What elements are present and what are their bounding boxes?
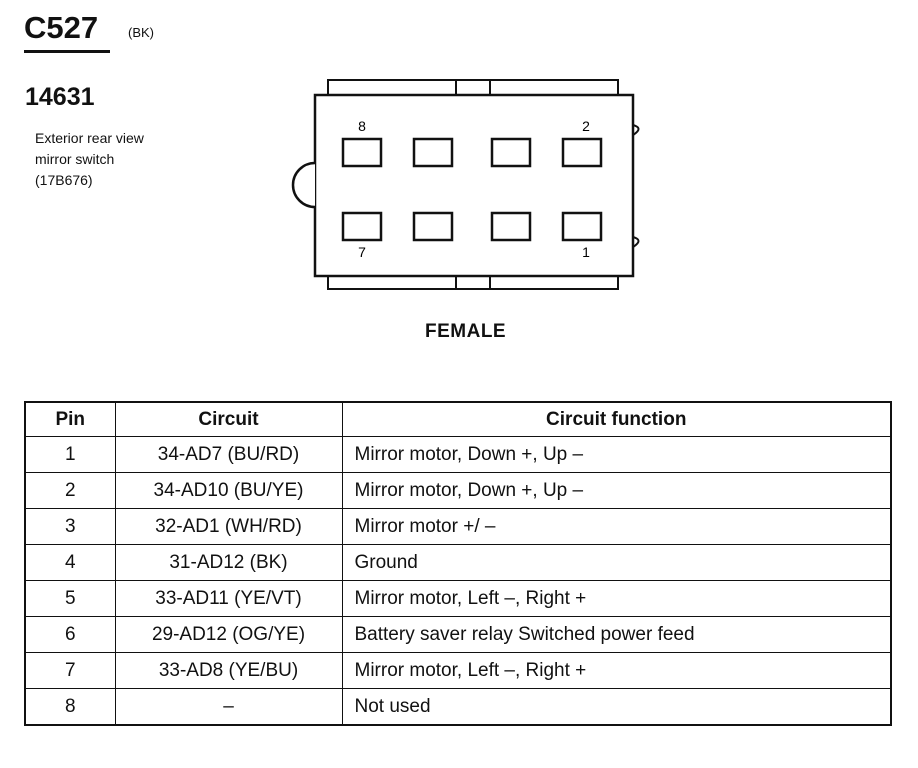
latch-bump [293, 163, 315, 207]
pin-label-8: 8 [358, 118, 366, 134]
cell-circuit: 34-AD7 (BU/RD) [115, 437, 342, 473]
description-line: Exterior rear view [35, 130, 144, 146]
connector-color: (BK) [128, 25, 154, 40]
cell-function: Mirror motor, Left –, Right + [342, 653, 891, 689]
terminal-1 [563, 213, 601, 240]
cell-pin: 6 [25, 617, 115, 653]
table-row [25, 689, 891, 726]
description-line: (17B676) [35, 172, 93, 188]
component-description [35, 128, 144, 191]
pin-label-1: 1 [582, 244, 590, 260]
connector-code: C527 [24, 10, 99, 45]
table-row [25, 437, 891, 473]
cell-function: Mirror motor, Left –, Right + [342, 581, 891, 617]
table-row [25, 509, 891, 545]
cell-function: Battery saver relay Switched power feed [342, 617, 891, 653]
cell-function: Ground [342, 545, 891, 581]
cell-circuit: 31-AD12 (BK) [115, 545, 342, 581]
terminal-3 [492, 213, 530, 240]
cell-circuit: 32-AD1 (WH/RD) [115, 509, 342, 545]
cell-pin: 8 [25, 689, 115, 726]
cell-circuit: 34-AD10 (BU/YE) [115, 473, 342, 509]
table-row [25, 581, 891, 617]
pin-label-7: 7 [358, 244, 366, 260]
cell-function: Mirror motor, Down +, Up – [342, 473, 891, 509]
cell-pin: 4 [25, 545, 115, 581]
part-number: 14631 [25, 83, 95, 111]
cell-circuit: 29-AD12 (OG/YE) [115, 617, 342, 653]
pin-circuit-table [24, 401, 892, 726]
cell-pin: 2 [25, 473, 115, 509]
top-rail [328, 80, 618, 95]
table-row [25, 617, 891, 653]
table-row [25, 473, 891, 509]
cell-function: Not used [342, 689, 891, 726]
cell-pin: 5 [25, 581, 115, 617]
cell-pin: 7 [25, 653, 115, 689]
connector-gender-label: FEMALE [425, 321, 507, 342]
pin-label-2: 2 [582, 118, 590, 134]
table-header-row [25, 402, 891, 437]
cell-circuit: 33-AD8 (YE/BU) [115, 653, 342, 689]
header-pin: Pin [25, 402, 115, 437]
bottom-rail [328, 276, 618, 289]
terminal-5 [414, 213, 452, 240]
table-row [25, 545, 891, 581]
connector-code-underline [24, 50, 110, 53]
terminal-6 [414, 139, 452, 166]
cell-function: Mirror motor +/ – [342, 509, 891, 545]
terminal-2 [563, 139, 601, 166]
cell-pin: 1 [25, 437, 115, 473]
description-line: mirror switch [35, 151, 115, 167]
terminal-8 [343, 139, 381, 166]
connector-face-diagram [280, 75, 660, 300]
terminal-4 [492, 139, 530, 166]
header-circuit: Circuit [115, 402, 342, 437]
terminal-7 [343, 213, 381, 240]
cell-circuit: 33-AD11 (YE/VT) [115, 581, 342, 617]
table-row [25, 653, 891, 689]
cell-circuit: – [115, 689, 342, 726]
header-circuit-function: Circuit function [342, 402, 891, 437]
cell-pin: 3 [25, 509, 115, 545]
cell-function: Mirror motor, Down +, Up – [342, 437, 891, 473]
